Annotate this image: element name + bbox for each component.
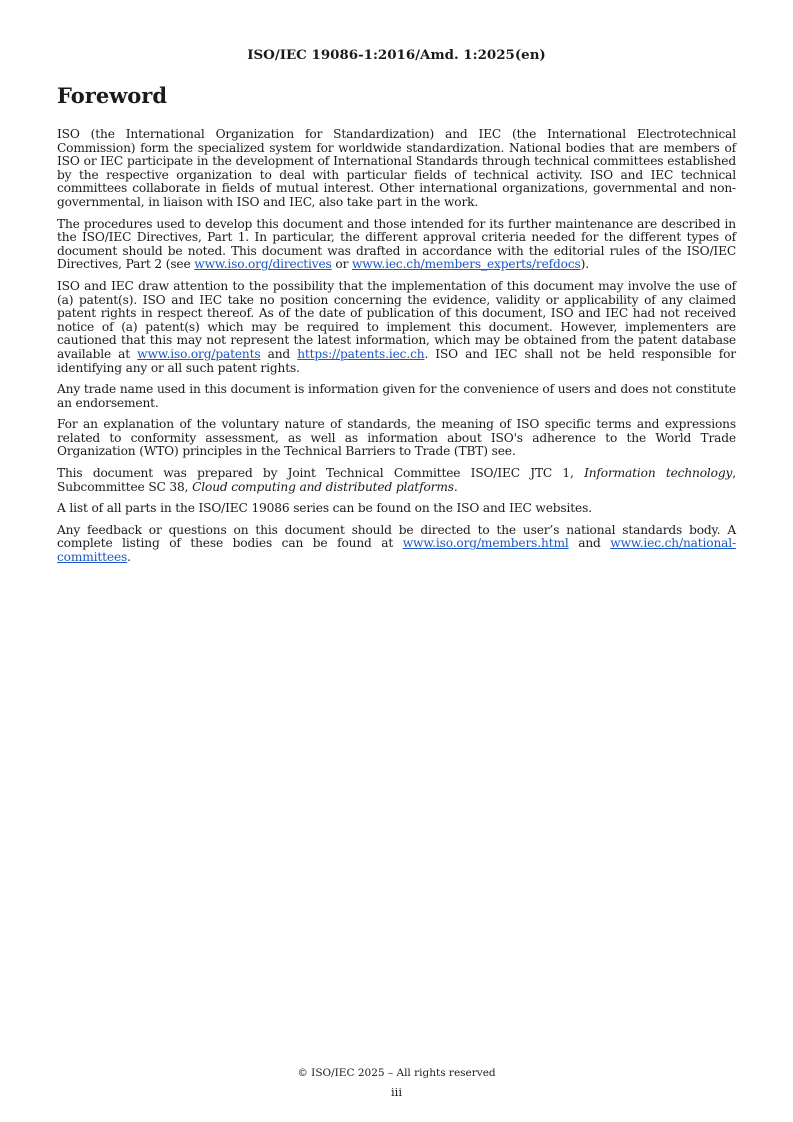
paragraph-procedures [57,218,736,272]
footer-copyright: © ISO/IEC 2025 – All rights reserved [297,1067,496,1079]
paragraph-trade-name: Any trade name used in this document is information given for the convenience of users and does not constitute an endorsement. [57,382,736,410]
committee-title: Information technology [584,466,733,481]
paragraph-patents-text: ISO and IEC draw attention to the possibility that the implementation of this document may involve the use of (a) patent(s). ISO and IEC take no position concerning the evidence, validity or applicability of any claimed patent rights in respect thereof. As of the date of publication of this document, ISO and IEC had not received notice of (a) patent(s) which may be required to implement this document. However, implementers are cautioned that this may not represent the latest information, which may be obtained from the patent database available at [57,278,736,361]
paragraph-prepared-by-text: This document was prepared by Joint Technical Committee ISO/IEC JTC 1, [57,466,585,481]
page-title: Foreword [57,83,168,108]
link-iso-directives[interactable]: www.iso.org/directives [194,257,332,272]
link-iso-patents[interactable]: www.iso.org/patents [137,346,261,361]
paragraph-procedures-text: The procedures used to develop this document and those intended for its further maintenance are described in the ISO/IEC Directives, Part 1. In particular, the different approval criteria needed for the different types of document should be noted. This document was drafted in accordance with the editorial rules of the ISO/IEC Directives, Part 2 (see [57,216,736,272]
paragraph-patents-end: . ISO and IEC shall not be held responsible for identifying any or all such patent rights. [57,346,736,375]
subcommittee-title: Cloud computing and distributed platforms [192,479,454,494]
document-header: ISO/IEC 19086-1:2016/Amd. 1:2025(en) [247,47,546,63]
footer-page-number: iii [390,1085,403,1099]
link-iec-patents[interactable]: https://patents.iec.ch [297,346,425,361]
link-iec-refdocs[interactable]: www.iec.ch/members_experts/refdocs [351,257,581,272]
paragraph-patents [57,280,736,375]
paragraph-voluntary-nature: For an explanation of the voluntary nature of standards, the meaning of ISO specific terms and expressions related to conformity assessment, as well as information about ISO's adherence to the World Trade Organization (WTO) principles in the Technical Barriers to Trade (TBT) see. [57,417,736,459]
paragraph-feedback [57,524,736,565]
link-iso-members[interactable]: www.iso.org/members.html [402,536,569,551]
paragraph-patents-and: and [260,346,298,361]
paragraph-procedures-end: ). [580,257,589,272]
paragraph-series-list: A list of all parts in the ISO/IEC 19086 series can be found on the ISO and IEC websites. [57,501,592,516]
paragraph-prepared-by [57,467,736,494]
paragraph-prepared-by-sub: , Subcommittee SC 38, [57,466,736,494]
foreword-body [57,128,736,573]
paragraph-feedback-and: and [568,536,611,551]
link-iec-national-committees[interactable]: www.iec.ch/national-committees [57,536,736,565]
paragraph-procedures-or: or [331,257,352,272]
paragraph-feedback-text: Any feedback or questions on this document should be directed to the user’s national standards body. A complete listing of these bodies can be found at [57,522,736,551]
paragraph-feedback-end: . [127,550,131,565]
paragraph-organizations: ISO (the International Organization for Standardization) and IEC (the International Electrotechnical Commission) form the specialized system for worldwide standardization. National bodies that are members of ISO or IEC participate in the development of International Standards through technical committees established by the respective organization to deal with particular fields of technical activity. ISO and IEC technical committees collaborate in fields of mutual interest. Other international organizations, governmental and non-governmental, in liaison with ISO and IEC, also take part in the work. [57,127,736,209]
paragraph-prepared-by-end: . [453,479,458,494]
